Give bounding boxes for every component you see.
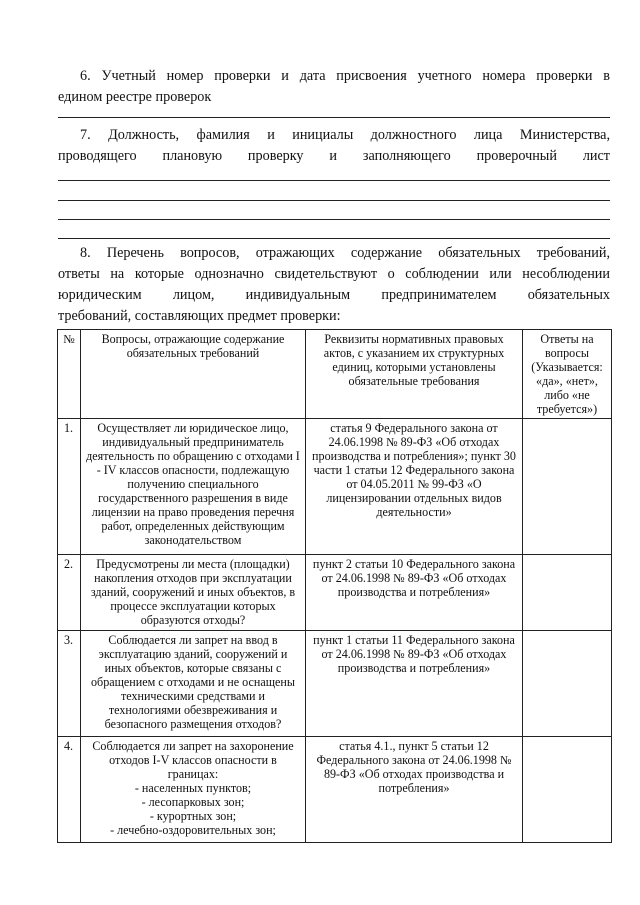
header-number: № bbox=[58, 330, 81, 419]
question-main-text: Соблюдается ли запрет на захоронение отходов I-V классов опасности в границах: bbox=[92, 739, 294, 781]
row-answer-cell[interactable] bbox=[523, 419, 612, 555]
row-answer-cell[interactable] bbox=[523, 631, 612, 737]
table-row bbox=[58, 631, 612, 737]
table-row bbox=[58, 419, 612, 555]
registration-number-fill-line bbox=[58, 117, 610, 118]
header-answers: Ответы на вопросы (Указывается: «да», «нет», либо «не требуется») bbox=[523, 330, 612, 419]
section-6-text bbox=[58, 66, 610, 108]
official-fill-line-4 bbox=[58, 238, 610, 239]
question-list-item: - курортных зон; bbox=[149, 809, 237, 823]
row-answer-cell[interactable] bbox=[523, 737, 612, 843]
checklist-table bbox=[57, 329, 612, 843]
section-6-line-2: едином реестре проверок bbox=[58, 89, 212, 105]
official-fill-line-1 bbox=[58, 180, 610, 181]
official-fill-line-3 bbox=[58, 219, 610, 220]
row-number: 2. bbox=[58, 555, 81, 631]
section-8-line-2: ответы на которые однозначно свидетельствуют о соблюдении или несоблюдении bbox=[58, 266, 610, 282]
section-7-line-1: 7. Должность, фамилия и инициалы должностного лица Министерства, bbox=[80, 127, 610, 143]
section-6-line-1: 6. Учетный номер проверки и дата присвоения учетного номера проверки в bbox=[80, 68, 610, 84]
header-requisites: Реквизиты нормативных правовых актов, с указанием их структурных единиц, которыми установлены обязательные требования bbox=[306, 330, 523, 419]
section-8-line-1: 8. Перечень вопросов, отражающих содержание обязательных требований, bbox=[80, 245, 610, 261]
row-requisite: пункт 1 статьи 11 Федерального закона от 24.06.1998 № 89-ФЗ «Об отходах производства и потребления» bbox=[306, 631, 523, 737]
row-number: 1. bbox=[58, 419, 81, 555]
question-list-item: - населенных пунктов; bbox=[134, 781, 252, 795]
section-8-line-4: требований, составляющих предмет проверки: bbox=[58, 308, 341, 324]
section-7-text bbox=[58, 125, 610, 167]
row-requisite: статья 4.1., пункт 5 статьи 12 Федерального закона от 24.06.1998 № 89-ФЗ «Об отходах производства и потребления» bbox=[306, 737, 523, 843]
table-row bbox=[58, 555, 612, 631]
row-question: Предусмотрены ли места (площадки) накопления отходов при эксплуатации зданий, сооружений и иных объектов, в процессе эксплуатации которых образуются отходы? bbox=[81, 555, 306, 631]
header-questions: Вопросы, отражающие содержание обязательных требований bbox=[81, 330, 306, 419]
row-number: 4. bbox=[58, 737, 81, 843]
row-requisite: статья 9 Федерального закона от 24.06.1998 № 89-ФЗ «Об отходах производства и потребления»; пункт 30 части 1 статьи 12 Федерального закона от 04.05.2011 № 99-ФЗ «О лицензировании отдельных видов деятельности» bbox=[306, 419, 523, 555]
official-fill-line-2 bbox=[58, 200, 610, 201]
question-list-item: - лечебно-оздоровительных зон; bbox=[110, 823, 276, 837]
table-header-row bbox=[58, 330, 612, 419]
section-8-text bbox=[58, 243, 610, 327]
table-row bbox=[58, 737, 612, 843]
row-question: Осуществляет ли юридическое лицо, индивидуальный предприниматель деятельность по обращению с отходами I - IV классов опасности, подлежащую получению специального государственного разрешения в виде лицензии на право проведения перечня работ, определенных действующим законодательством bbox=[81, 419, 306, 555]
row-answer-cell[interactable] bbox=[523, 555, 612, 631]
row-number: 3. bbox=[58, 631, 81, 737]
row-question bbox=[81, 737, 306, 843]
section-7-line-2: проводящего плановую проверку и заполняющего проверочный лист bbox=[58, 148, 610, 164]
row-question: Соблюдается ли запрет на ввод в эксплуатацию зданий, сооружений и иных объектов, которые связаны с обращением с отходами и не оснащены техническими средствами и технологиями обезвреживания и безопасного размещения отходов? bbox=[81, 631, 306, 737]
question-list-item: - лесопарковых зон; bbox=[141, 795, 245, 809]
row-requisite: пункт 2 статьи 10 Федерального закона от 24.06.1998 № 89-ФЗ «Об отходах производства и потребления» bbox=[306, 555, 523, 631]
section-8-line-3: юридическим лицом, индивидуальным предпринимателем обязательных bbox=[58, 287, 610, 303]
